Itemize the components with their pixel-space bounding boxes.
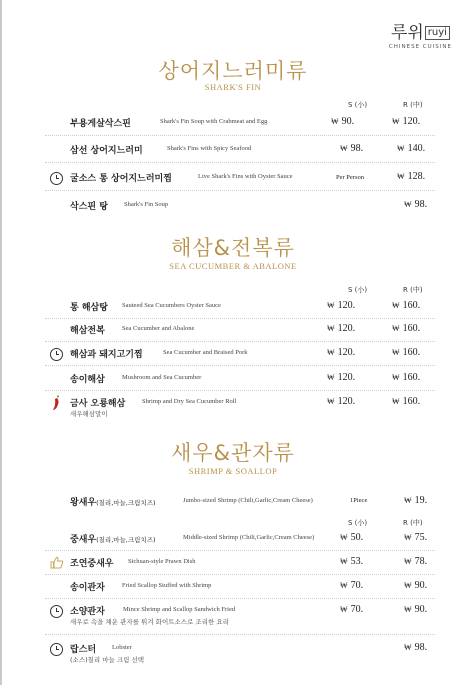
item-name: 부용게살삭스핀 [70,119,131,129]
menu-item [0,169,466,189]
divider [45,598,435,599]
price-r: ₩ 160. [392,396,421,407]
price-r: ₩ 98. [404,199,428,210]
item-desc: Sea Cucumber and Braised Pork [163,349,248,356]
item-name: 중새우(칠리,마늘,크림치즈) [70,535,156,545]
section-title-sea-cucumber: 해삼&전복류 [171,236,295,260]
item-desc: Sichuan-style Prawn Dish [128,558,196,565]
clock-icon [50,172,63,185]
divider [45,574,435,575]
col-header-s: S (小) [348,101,368,109]
price-r: ₩ 160. [392,347,421,358]
per-piece-note: 1Piece [350,497,368,504]
col-header-r: R (中) [403,519,423,527]
menu-item [0,554,466,574]
divider [45,135,435,136]
item-desc: Live Shark's Fins with Oyster Sauce [198,173,293,180]
item-name: 굴소스 통 상어지느러미찜 [70,174,172,184]
price-r: ₩ 160. [392,372,421,383]
price-r: ₩ 140. [397,143,426,154]
clock-icon [50,643,63,656]
item-name: 금사 오룡해삼 [70,399,126,409]
price-s: ₩ 120. [327,396,356,407]
divider [45,550,435,551]
price-s: ₩ 90. [331,116,355,127]
col-header-s: S (小) [348,286,368,294]
brand-subtitle: CHINESE CUISINE [388,44,452,50]
section-title-sharks-fin: 상어지느러미류 [158,59,308,83]
divider [45,390,435,391]
col-header-s: S (小) [348,519,368,527]
menu-item [0,298,466,318]
item-desc: Shark's Fins with Spicy Seafood [167,145,252,152]
price-s: ₩ 70. [340,604,364,615]
item-name: 삭스핀 탕 [70,202,108,212]
item-korean-desc: (소스)칠리 마늘 크림 선택 [70,656,145,664]
price-s: ₩ 120. [327,300,356,311]
menu-item [0,394,466,424]
price-r: ₩ 128. [397,171,426,182]
item-desc: Shark's Fin Soup with Crabmeat and Egg [160,118,268,125]
chili-pepper-icon [51,395,61,411]
price-s: ₩ 53. [340,556,364,567]
item-name: 조연중새우 [70,559,114,569]
brand-name: 루위 ruyi [389,18,452,43]
item-name: 해삼전복 [70,326,105,336]
divider [45,341,435,342]
clock-icon [50,605,63,618]
item-name: 랍스터 [70,645,97,655]
brand-logo [389,18,452,50]
section-title-shrimp: 새우&관자류 [171,441,295,465]
menu-item [0,197,466,217]
menu-item [0,578,466,598]
col-header-r: R (中) [403,286,423,294]
item-desc: Middle-sized Shrimp (Chili,Garlic,Cream Cheese) [183,534,315,541]
menu-item [0,602,466,630]
per-person-note: Per Person [336,174,364,181]
item-desc: Fried Scallop Stuffed with Shrimp [122,582,212,589]
menu-item [0,114,466,134]
item-korean-desc: 새우해삼말이 [70,410,108,418]
section-subtitle-shrimp: SHRIMP & SOALLOP [188,466,278,476]
price-s: ₩ 50. [340,532,364,543]
price-s: ₩ 120. [327,347,356,358]
divider [45,634,435,635]
item-desc: Mince Shrimp and Scallop Sandwich Fried [123,606,236,613]
item-name: 해삼과 돼지고기찜 [70,350,143,360]
menu-item [0,345,466,365]
brand-box: ruyi [425,26,450,40]
item-korean-desc: 새우로 속을 채운 관자를 튀겨 화이트소스로 조리한 요리 [70,618,229,626]
item-desc: Sea Cucumber and Abalone [122,325,195,332]
item-desc: Sauteed Sea Cucumbers Oyster Sauce [122,302,221,309]
col-header-r: R (中) [403,101,423,109]
price-r: ₩ 90. [404,580,428,591]
item-desc: Shrimp and Dry Sea Cucumber Roll [142,398,237,405]
menu-item [0,370,466,390]
price-s: ₩ 98. [340,143,364,154]
menu-item [0,141,466,161]
section-subtitle-sharks-fin: SHARK'S FIN [204,82,262,92]
item-desc: Shark's Fin Soup [124,201,169,208]
price-r: ₩ 75. [404,532,428,543]
price-s: ₩ 120. [327,372,356,383]
price-r: ₩ 98. [404,642,428,653]
price-s: ₩ 70. [340,580,364,591]
price-r: ₩ 19. [404,495,428,506]
item-name: 왕새우(칠리,마늘,크림치즈) [70,498,156,508]
item-name: 송이관자 [70,583,105,593]
price-r: ₩ 160. [392,300,421,311]
menu-item [0,640,466,668]
menu-item [0,530,466,550]
menu-item [0,321,466,341]
item-name: 통 해삼탕 [70,303,108,313]
menu-item [0,493,466,513]
item-name: 송이해삼 [70,375,105,385]
clock-icon [50,348,63,361]
divider [45,318,435,319]
item-name: 삼선 상어지느러미 [70,146,143,156]
price-r: ₩ 78. [404,556,428,567]
item-name: 소양관자 [70,607,105,617]
thumbs-up-icon [50,556,64,569]
divider [45,365,435,366]
price-s: ₩ 120. [327,323,356,334]
section-subtitle-sea-cucumber: SEA CUCUMBER & ABALONE [169,261,297,271]
item-desc: Mushroom and Sea Cucumber [122,374,202,381]
item-desc: Jumbo-sized Shrimp (Chili,Garlic,Cream Cheese) [183,497,313,504]
divider [45,162,435,163]
item-desc: Lobster [112,644,132,651]
price-r: ₩ 160. [392,323,421,334]
price-r: ₩ 120. [392,116,421,127]
divider [45,190,435,191]
price-r: ₩ 90. [404,604,428,615]
